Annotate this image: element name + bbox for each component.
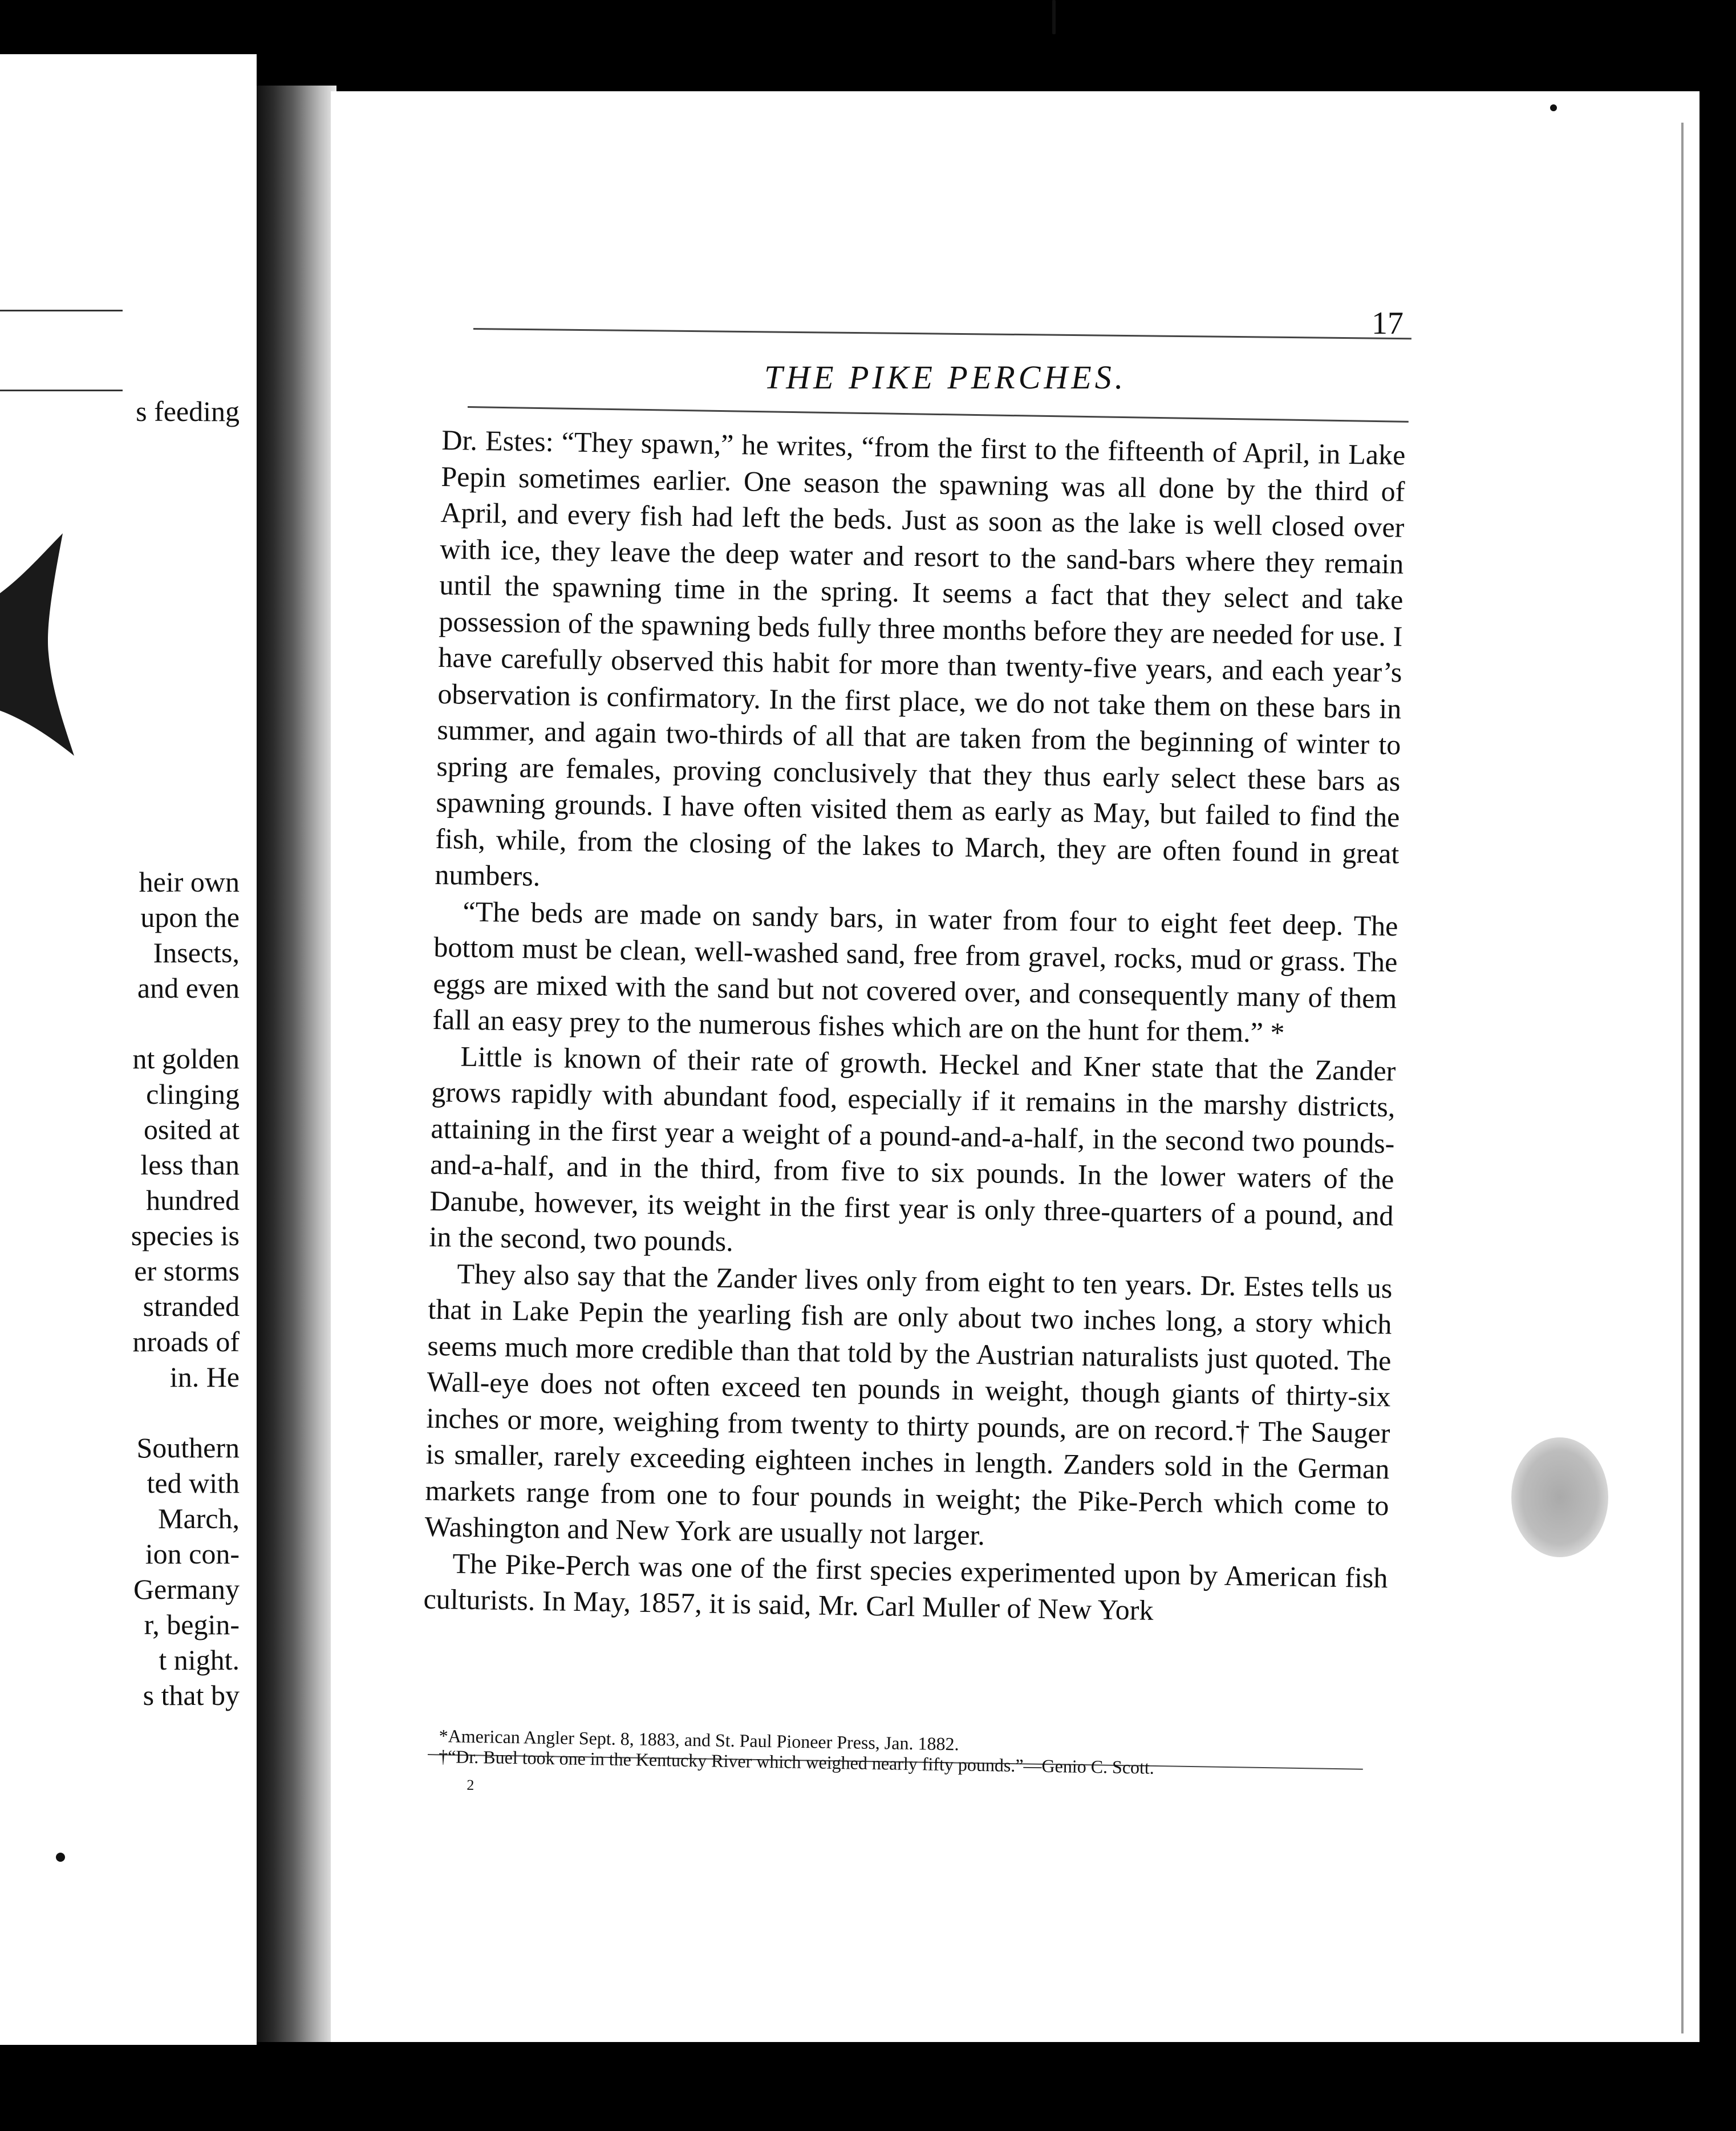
left-page-line: and even: [137, 972, 240, 1004]
left-page-line: s that by: [143, 1679, 240, 1711]
page-stain: [1511, 1437, 1608, 1557]
left-page-line: Germany: [133, 1573, 240, 1605]
footnote: *American Angler Sept. 8, 1883, and St. Paul Pioneer Press, Jan. 1882.: [439, 1725, 959, 1755]
fish-illustration-fragment: [0, 533, 80, 761]
paragraph: They also say that the Zander lives only from eight to ten years. Dr. Estes tells us that in Lake Pepin the yearling fish are only about two inches long, a story which seems much more credible than that told by the Austrian naturalists just quoted. The Wall-eye does not often exceed ten pounds in weight, though giants of thirty-six inches or more, weighing from twenty to thirty pounds, are on record.† The Sauger is smaller, rarely exceeding eighteen inches in length. Zanders sold in the German markets range from one to four pounds in weight; the Pike-Perch which come to Washington and New York are usually not larger.: [424, 1257, 1393, 1551]
left-page-rule: [0, 390, 123, 391]
left-page-line: nroads of: [132, 1326, 240, 1358]
left-page-line: r, begin-: [144, 1609, 240, 1640]
paragraph: The Pike-Perch was one of the first species experimented upon by American fish culturists. In May, 1857, it is said, Mr. Carl Muller of New York: [423, 1547, 1388, 1626]
paragraph: “The beds are made on sandy bars, in water from four to eight feet deep. The bottom must be clean, well-washed sand, free from gravel, rocks, mud or grass. The eggs are mixed with the sand but not covered over, and consequently many of them fall an easy prey to the numerous fishes which are on the hunt for them.” *: [432, 895, 1398, 1049]
page-number: 17: [1372, 306, 1404, 341]
left-page-line: in. He: [169, 1361, 240, 1393]
left-page-line: heir own: [139, 866, 240, 898]
left-page-line: Insects,: [153, 937, 240, 969]
left-page-line: ted with: [147, 1467, 240, 1499]
left-page: [0, 54, 257, 2045]
left-page-line: March,: [158, 1502, 240, 1534]
footnotes: [438, 1725, 1363, 1809]
ink-speck: [56, 1853, 65, 1862]
left-page-line: Southern: [136, 1432, 240, 1464]
page-edge: [1681, 123, 1684, 2033]
left-page-line: less than: [140, 1149, 240, 1181]
signature-mark: 2: [467, 1776, 474, 1793]
footnote: †“Dr. Buel took one in the Kentucky River which weighed nearly fifty pounds.”—Genio C. Scott.: [438, 1745, 1155, 1778]
left-page-line: osited at: [143, 1113, 240, 1145]
left-page-line: stranded: [143, 1290, 240, 1322]
body-text: [423, 422, 1406, 1632]
left-page-line: ion con-: [145, 1538, 240, 1570]
left-page-rule: [0, 310, 123, 311]
ink-speck: [1052, 0, 1056, 34]
left-page-line: s feeding: [136, 395, 240, 427]
left-page-line: clinging: [146, 1078, 240, 1110]
left-page-line: species is: [131, 1220, 240, 1251]
left-page-line: upon the: [140, 901, 240, 933]
left-page-line: nt golden: [132, 1043, 240, 1075]
left-page-line: hundred: [146, 1184, 240, 1216]
left-page-line: er storms: [134, 1255, 240, 1287]
left-page-line: t night.: [159, 1644, 240, 1676]
paragraph: Little is known of their rate of growth. Heckel and Kner state that the Zander grows rapidly with abundant food, especially if it remains in the marshy districts, attaining in the first year a weight of a pound-and-a-half, in the second two pounds-and-a-half, and in the third, from five to six pounds. In the lower waters of the Danube, however, its weight in the first year is only three-quarters of a pound, and in the second, two pounds.: [429, 1040, 1396, 1258]
ink-speck: [1550, 104, 1557, 111]
book-gutter: [257, 86, 336, 2042]
running-head: THE PIKE PERCHES.: [764, 359, 1127, 396]
paragraph: Dr. Estes: “They spawn,” he writes, “from the first to the fifteenth of April, in Lake Pepin sometimes earlier. One season the spawning was all done by the third of April, and every fish had left the beds. Just as soon as the lake is well closed over with ice, they leave the deep water and resort to the sand-bars where they remain until the spawning time in the spring. It seems a fact that they select and take possession of the spawning beds fully three months before they are needed for use. I have carefully observed this habit for more than twenty-five years, and each year’s observation is confirmatory. In the first place, we do not take them on these bars in summer, and again two-thirds of all that are taken from the beginning of winter to spring are females, proving conclusively that they thus early select these bars as spawning grounds. I have often visited them as early as May, but failed to find the fish, while, from the closing of the lakes to March, they are often found in great numbers.: [435, 423, 1406, 892]
